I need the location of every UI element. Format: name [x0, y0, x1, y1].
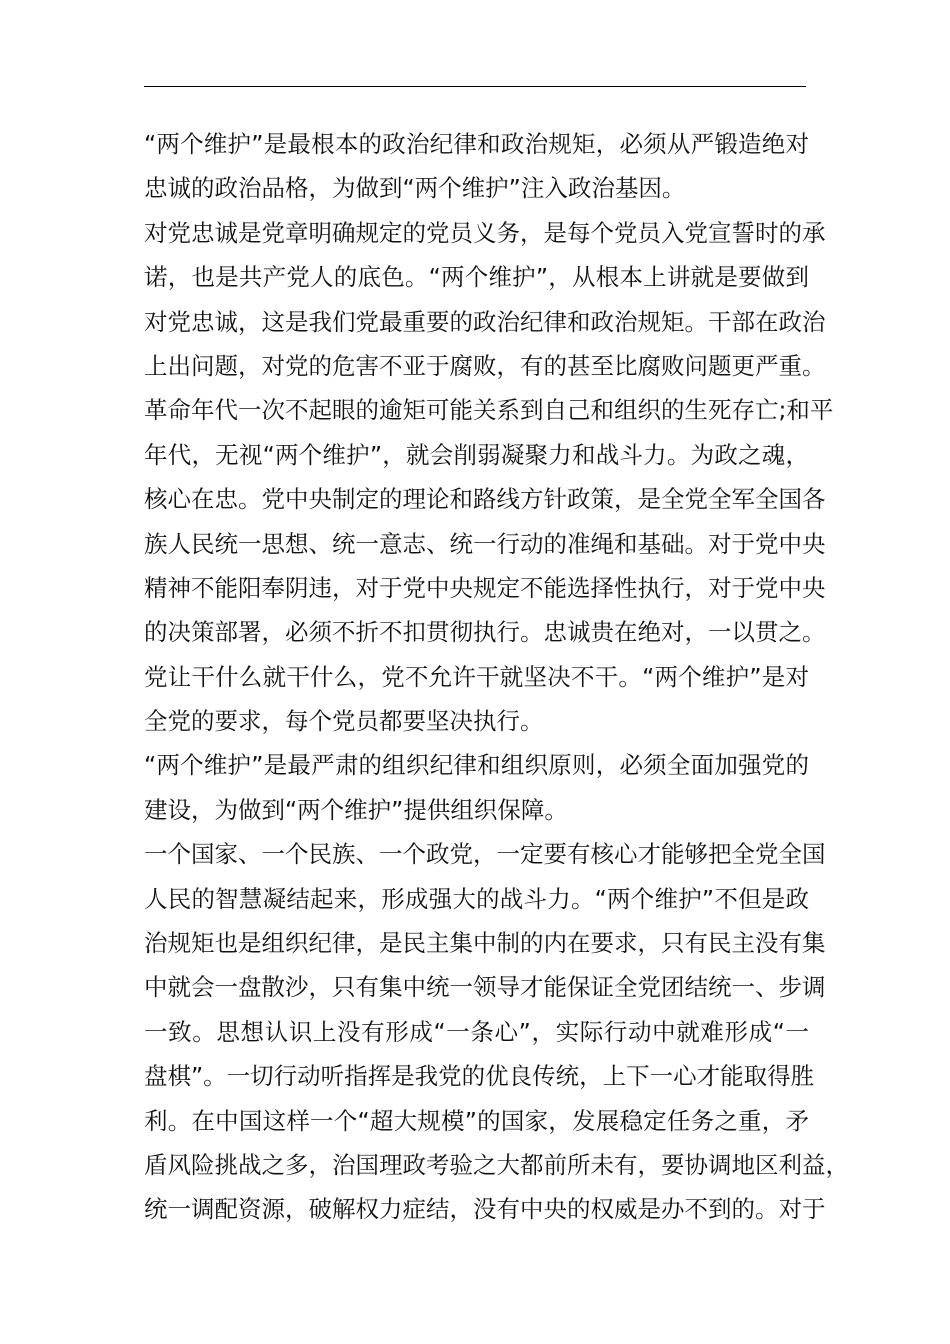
text-line: 一个国家、一个民族、一个政党，一定要有核心才能够把全党全国 [144, 840, 826, 869]
text-line: 盘棋”。一切行动听指挥是我党的优良传统，上下一心才能取得胜 [144, 1062, 815, 1091]
text-line: “两个维护”是最严肃的组织纪律和组织原则，必须全面加强党的 [144, 751, 809, 780]
text-line: 建设，为做到“两个维护”提供组织保障。 [144, 795, 568, 824]
text-line: 党让干什么就干什么，党不允许干就坚决不干。“两个维护”是对 [144, 662, 809, 691]
text-line: 上出问题，对党的危害不亚于腐败，有的甚至比腐败问题更严重。 [144, 351, 826, 380]
text-line: 的决策部署，必须不折不扣贯彻执行。忠诚贵在绝对，一以贯之。 [144, 618, 826, 647]
text-line: 核心在忠。党中央制定的理论和路线方针政策，是全党全军全国各 [144, 485, 826, 514]
text-line: 治规矩也是组织纪律，是民主集中制的内在要求，只有民主没有集 [144, 929, 826, 958]
text-line: 精神不能阳奉阴违，对于党中央规定不能选择性执行，对于党中央 [144, 573, 826, 602]
text-line: 一致。思想认识上没有形成“一条心”，实际行动中就难形成“一 [144, 1017, 809, 1046]
text-line: 诺，也是共产党人的底色。“两个维护”，从根本上讲就是要做到 [144, 263, 809, 292]
text-line: 中就会一盘散沙，只有集中统一领导才能保证全党团结统一、步调 [144, 973, 826, 1002]
text-line: 对党忠诚是党章明确规定的党员义务，是每个党员入党宣誓时的承 [144, 218, 826, 247]
text-line: 利。在中国这样一个“超大规模”的国家，发展稳定任务之重，矛 [144, 1106, 809, 1135]
text-line: 革命年代一次不起眼的逾矩可能关系到自己和组织的生死存亡;和平 [144, 396, 834, 425]
text-line: 忠诚的政治品格，为做到“两个维护”注入政治基因。 [144, 174, 686, 203]
text-line: 统一调配资源，破解权力症结，没有中央的权威是办不到的。对于 [144, 1195, 826, 1224]
text-line: 族人民统一思想、统一意志、统一行动的准绳和基础。对于党中央 [144, 529, 826, 558]
text-line: 年代，无视“两个维护”，就会削弱凝聚力和战斗力。为政之魂， [144, 440, 809, 469]
text-line: 对党忠诚，这是我们党最重要的政治纪律和政治规矩。干部在政治 [144, 307, 826, 336]
text-line: 盾风险挑战之多，治国理政考验之大都前所未有，要协调地区利益， [144, 1150, 849, 1179]
text-line: 人民的智慧凝结起来，形成强大的战斗力。“两个维护”不但是政 [144, 884, 809, 913]
body-text [144, 122, 849, 1232]
text-line: 全党的要求，每个党员都要坚决执行。 [144, 707, 544, 736]
text-line: “两个维护”是最根本的政治纪律和政治规矩，必须从严锻造绝对 [144, 130, 809, 158]
header-rule [144, 86, 806, 87]
